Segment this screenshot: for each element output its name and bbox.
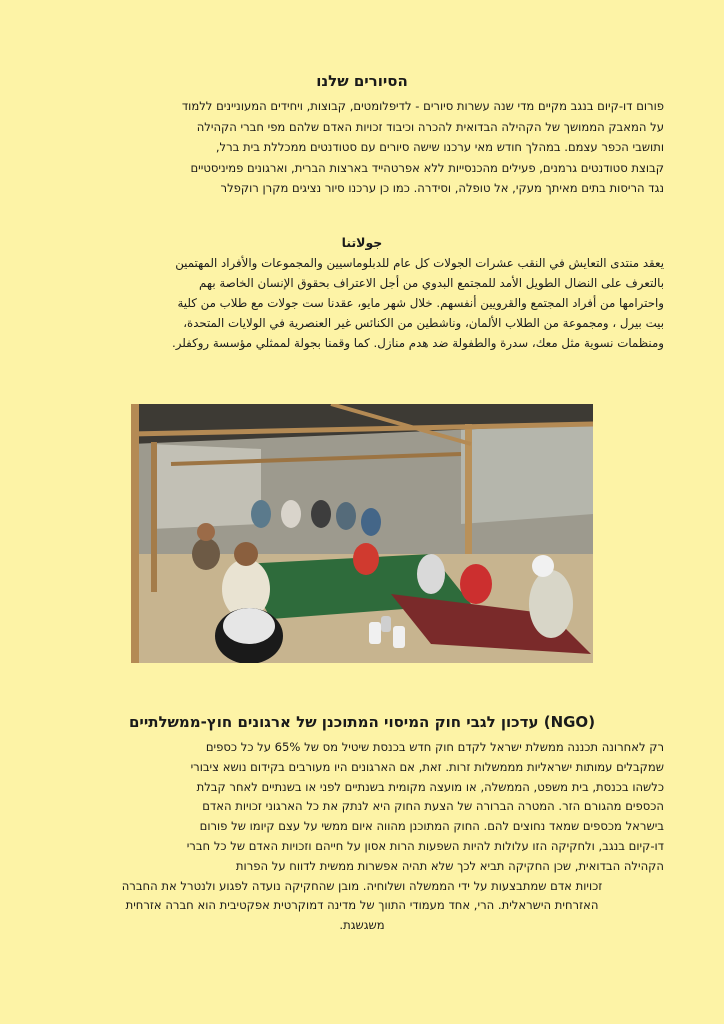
group-meeting-photo — [131, 404, 593, 663]
paragraph-line: بالتعرف على النضال الطويل الأمد للمجتمع البدوي من أجل الاعتراف بحقوق الإنسان الخاصة بهم — [199, 276, 664, 290]
tours-title-hebrew: הסיורים שלנו — [316, 72, 408, 90]
paragraph-line: קבוצת סטודנטים גרמנים, פעילים מהכנסייות ללא אפרטהייד בארצות הברית, וארגונים פמיניסטיים — [190, 160, 664, 175]
ngo-law-title: (NGO) עדכון לגבי חוק המיסוי המתוכנן של ארגונים חוץ-ממשלתיים — [128, 713, 596, 731]
paragraph-line: האזרחית הישראלית. הרי, אחד מעמודי התווך של מדינה דמוקרטית אפקטיבית הוא חברה אזרחית — [125, 898, 599, 913]
paragraph-line: פורום דו-קיום בנגב מקיים מדי שנה עשרות סיורים - לדיפלומטים, קבוצות, ויחידים המעוניינים ללמוד — [181, 99, 664, 113]
tours-title-arabic: جولاتنا — [341, 235, 383, 250]
paragraph-line: רק לאחרונה תכננה ממשלת ישראל לקדם חוק חדש בכנסת שיטיל מס של 65% על כל כספים — [205, 740, 664, 754]
paragraph-line: זכויות אדם שמתבצעות על ידי הממשלה ושלוחיה. מובן שהחקיקה נועדה לפגוע ולנטרל את החברה — [121, 878, 603, 893]
tours-section-arabic — [60, 233, 664, 353]
paragraph-line: משגשגת. — [339, 918, 385, 933]
paragraph-line: بيت بيرل ، ومجموعة من الطلاب الألمان، وناشطين من الكنائس غير العنصرية في الولايات المتحدة، — [183, 316, 664, 330]
paragraph-line: ותושבי הכפר עצמם. במהלך חודש מאי ערכנו שישה סיורים עם סטודנטים ממכללת בית ברל, — [215, 140, 664, 154]
paragraph-line: واحترامها من أفراد المجتمع والقرويين أنفسهم. خلال شهر مايو، عقدنا ست جولات مع طلاب من كلية — [177, 296, 664, 310]
paragraph-line: נגד הריסות בתים מאיתך מעקי, אל טופלה, וסידרה. כמו כן ערכנו סיור נציגים מקרן רוקפלר — [220, 181, 664, 195]
paragraph-line: שמקבלים עמותות ישראליות מממשלות זרות. זאת, אם הארגונים היו מעורבים בקידום נושא ציבורי — [190, 759, 664, 774]
paragraph-line: דו-קיום בנגב, ולחקיקה הזו עלולות להיות השפעות הרות אסון על חייהם וזכויות האדם של כל חברי — [186, 838, 664, 853]
tours-section-hebrew — [60, 70, 664, 199]
paragraph-line: הכספים מהגורם הזר. המטרה הברורה של הצעת החוק היא לנתק את כל הארגוני זכויות האדם — [202, 799, 664, 814]
paragraph-line: כלשהו בכנסת, בית משפט, הממשלה, או מועצה מקומית בשנתיים לפני או בשנתיים לאחר קבלת — [196, 779, 664, 794]
paragraph-line: ومنظمات نسوية مثل معك، سدرة والطفولة ضد هدم منازل. كما وقمنا بجولة لممثلي مؤسسة روكفلر. — [171, 336, 664, 350]
paragraph-line: על המאבק הממושך של הקהילה הבדואית להכרה וכיבוד זכויות האדם שלהם מפי חברי הקהילה — [196, 119, 664, 134]
paragraph-line: בישראל מכספים שמאד נחוצים להם. החוק המתוכנן מהווה איום ממשי על עצם קיומו של פורום — [199, 819, 664, 834]
paragraph-line: يعقد منتدى التعايش في النقب عشرات الجولات كل عام للدبلوماسيين والمجموعات والأفراد المهتمين — [175, 256, 664, 270]
paragraph-line: הקהילה הבדואית, שכן החקיקה תביא לכך שלא תהיה אפשרות ממשית לדווח על הפרות — [235, 858, 664, 873]
ngo-law-section — [60, 710, 664, 936]
